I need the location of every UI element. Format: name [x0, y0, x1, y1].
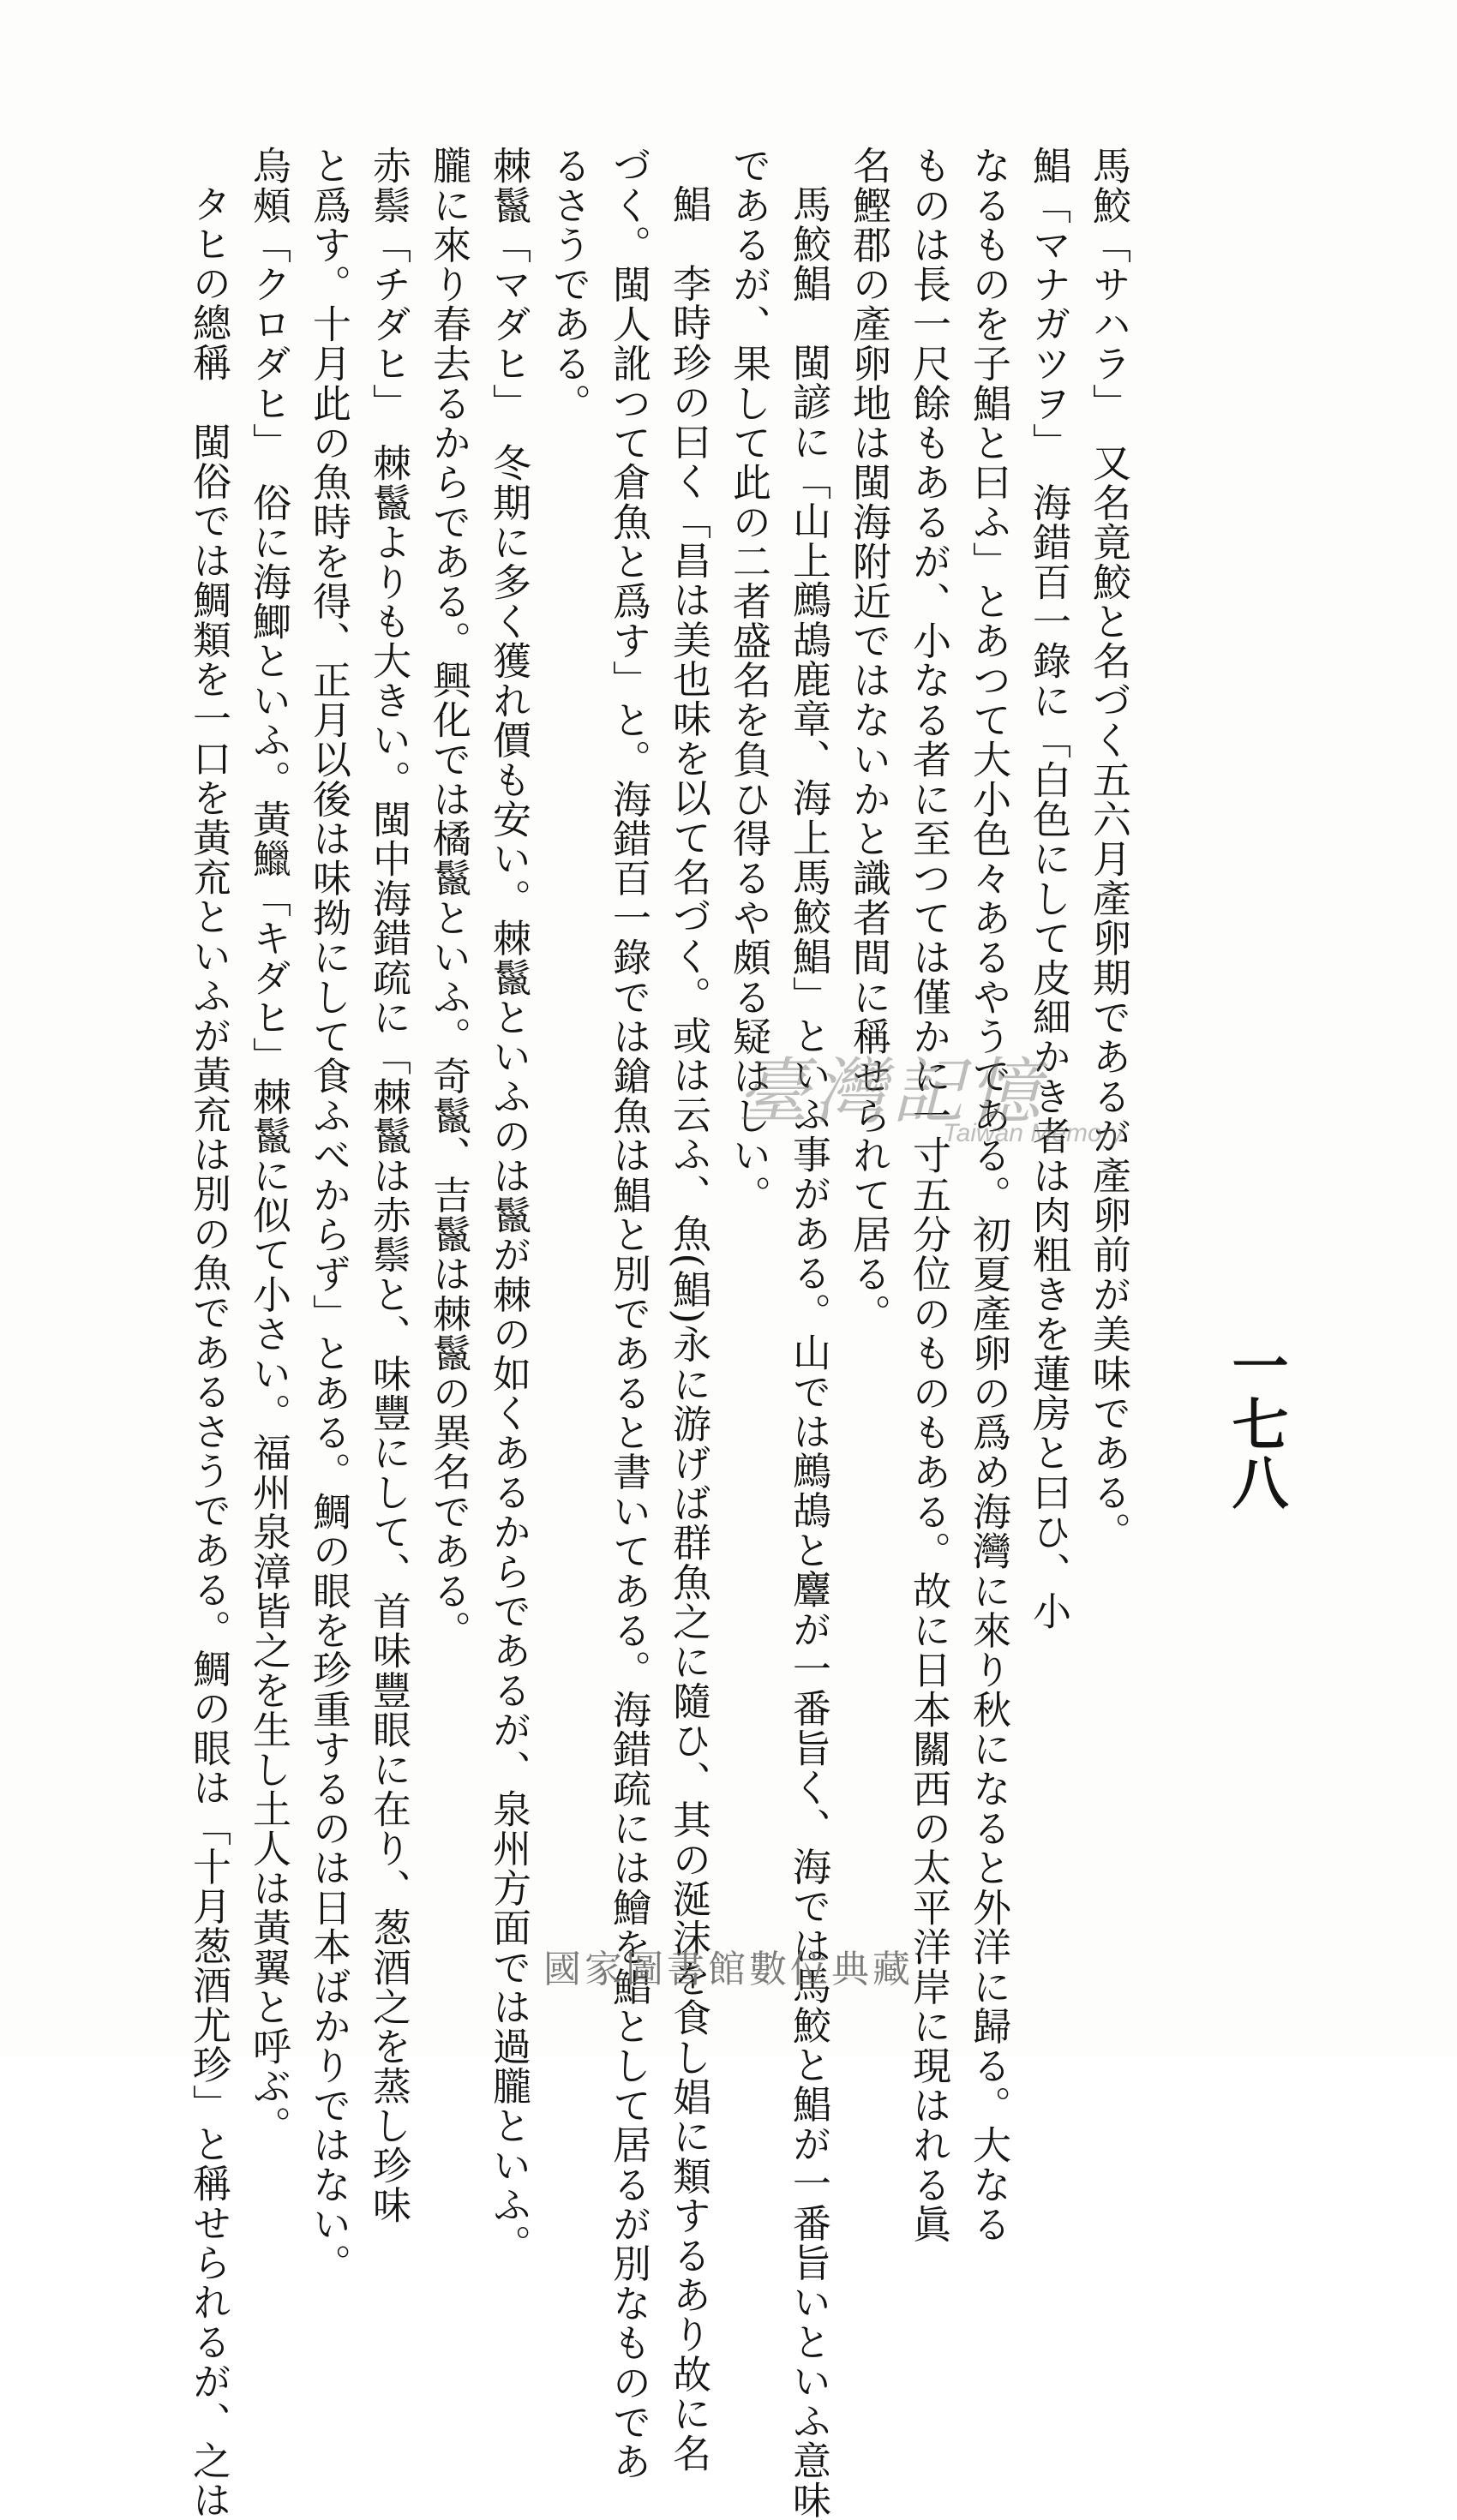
text-line: なるものを子鯧と曰ふ」とあつて大小色々あるやうである。初夏產卵の爲め海灣に來り秋になると外洋に歸る。大なる [966, 146, 1011, 2244]
text-line: であるが、果して此の二者盛名を負ひ得るや頗る疑はしい。 [726, 146, 771, 1215]
text-line: づく。閩人訛つて倉魚と爲す」と。海錯百一錄では鎗魚は鯧と別であると書いてある。海錯疏には鱠を鯧として居るが別なものであ [606, 146, 651, 2481]
text-line: 朧に來り春去るからである。興化では橘鬣といふ。奇鬣、吉鬣は棘鬣の異名である。 [426, 146, 471, 1650]
text-line: 馬鮫鯧 閩諺に「山上鷓鴣鹿章、海上馬鮫鯧」といふ事がある。山では鷓鴣と麞が一番旨く、海では馬鮫と鯧が一番旨いといふ意味 [786, 184, 831, 2520]
text-line: 棘鬣「マダヒ」 冬期に多く獲れ價も安い。棘鬣といふのは鬣が棘の如くあるからであるが、泉州方面では過朧といふ。 [486, 146, 531, 2265]
library-footer: 國家圖書館數位典藏 [543, 1948, 914, 1991]
text-line: るさうである。 [546, 146, 591, 423]
page-number: 一七八 [1222, 1337, 1289, 1511]
text-line: タヒの總稱 閩俗では鯛類を一口を黃㐬といふが黃㐬は別の魚であるさうである。鯛の眼は「十月葱酒尤珍」と稱せられるが、之は [186, 184, 231, 2520]
text-line: と爲す。十月此の魚時を得、正月以後は味拗にして食ふべからず」とある。鯛の眼を珍重するのは日本ばかりではない。 [306, 146, 351, 2284]
text-line: 馬鮫「サハラ」 又名竟鮫と名づく五六月產卵期であるが產卵前が美味である。 [1086, 146, 1131, 1552]
text-line: 赤鬃「チダヒ」 棘鬣よりも大きい。閩中海錯疏に「棘鬣は赤鬃と、味豐にして、首味豐眼に在り、葱酒之を蒸し珍味 [366, 146, 411, 2225]
watermark-chinese: 臺灣記憶 [737, 1050, 1046, 1134]
text-line: 名鰹郡の產卵地は閩海附近ではないかと識者間に稱せられて居る。 [846, 146, 891, 1333]
text-line: 鯧「マナガツヲ」 海錯百一錄に「白色にして皮細かき者は肉粗きを蓮房と曰ひ、小 [1026, 146, 1071, 1631]
text-line: 鯧 李時珍の曰く「昌は美也味を以て名づく。或は云ふ、魚(鯧)永に游げば群魚之に隨ひ、其の涎沫を食し娼に類するあり故に名 [666, 184, 711, 2473]
text-line: 烏頰「クロダヒ」 俗に海鯽といふ。黃鱲「キダヒ」棘鬣に似て小さい。福州泉漳皆之を生し土人は黃翼と呼ぶ。 [246, 146, 291, 2146]
text-line: ものは長一尺餘もあるが、小なる者に至つては僅かに一寸五分位のものもある。故に日本關西の太平洋岸に現はれる眞 [906, 146, 951, 2244]
watermark-english: Taiwan Memory [943, 1119, 1124, 1147]
